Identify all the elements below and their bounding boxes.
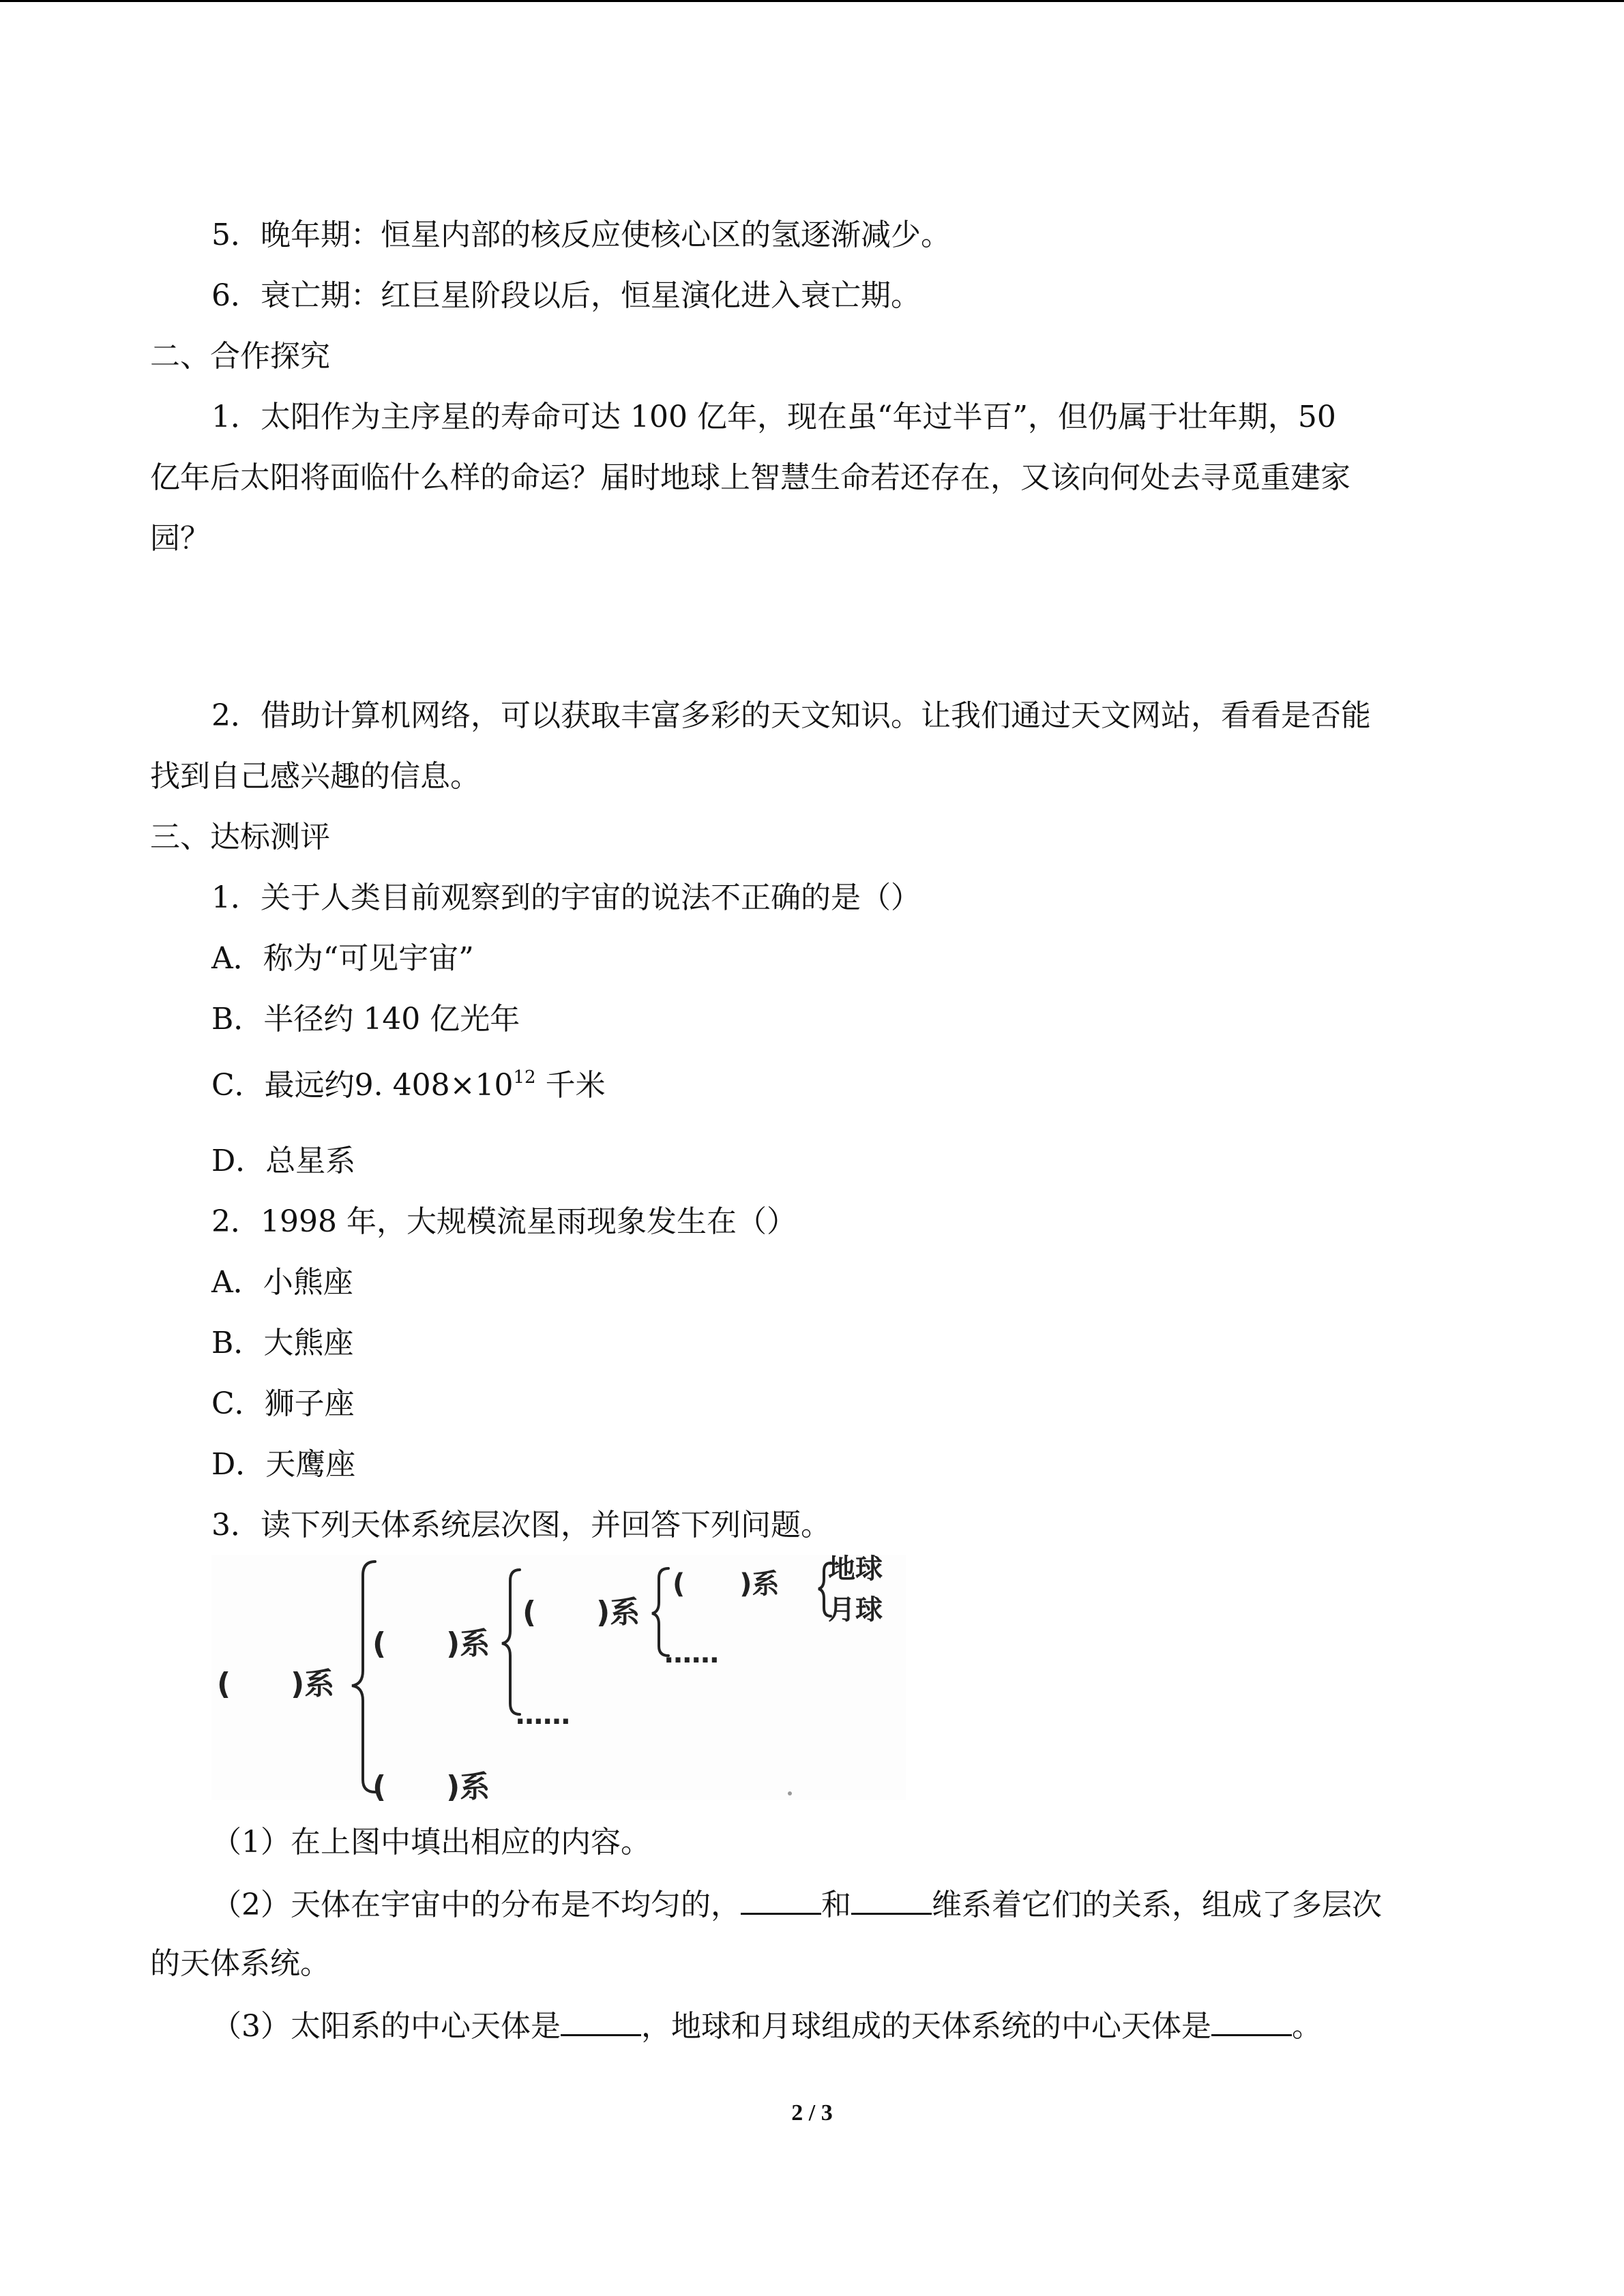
answer-blank-1[interactable]	[741, 1883, 821, 1915]
option-c-exponent: 12	[513, 1067, 536, 1088]
question-1-line-2: 亿年后太阳将面临什么样的命运？届时地球上智慧生命若还存在，又该向何处去寻觅重建家	[150, 460, 1350, 495]
answer-blank-4[interactable]	[1211, 2004, 1292, 2036]
second-level-system: ( )系	[372, 1626, 490, 1661]
sub-question-2-suffix: 维系着它们的关系，组成了多层次	[932, 1888, 1382, 1922]
answer-blank-2[interactable]	[851, 1883, 932, 1915]
section-3-heading: 三、达标测评	[150, 820, 330, 854]
ellipsis-level-3: ……	[664, 1638, 719, 1669]
sub-question-2-line-1	[211, 1883, 1382, 1926]
test-1-question: 1．关于人类目前观察到的宇宙的说法不正确的是（）	[211, 880, 921, 915]
sub-question-3	[211, 2004, 1322, 2047]
test-1-option-b: B．半径约 140 亿光年	[211, 1002, 520, 1037]
brace-level-1	[352, 1562, 375, 1792]
sub-question-3-suffix: 。	[1292, 2009, 1322, 2044]
test-2-option-c: C．狮子座	[211, 1386, 355, 1421]
sub-question-3-prefix: （3）太阳系的中心天体是	[211, 2009, 561, 2044]
celestial-system-diagram	[211, 1553, 906, 1804]
top-level-system: ( )系	[217, 1667, 335, 1701]
test-2-option-b: B．大熊座	[211, 1326, 354, 1360]
test-2-option-a: A．小熊座	[211, 1265, 353, 1300]
leaf-earth: 地球	[828, 1553, 883, 1585]
answer-blank-3[interactable]	[561, 2004, 641, 2036]
sub-question-1: （1）在上图中填出相应的内容。	[211, 1825, 651, 1860]
test-2-option-d: D．天鹰座	[211, 1447, 356, 1482]
question-2-line-1: 2．借助计算机网络，可以获取丰富多彩的天文知识。让我们通过天文网站，看看是否能	[211, 698, 1371, 733]
section-2-heading: 二、合作探究	[150, 339, 330, 374]
test-1-option-a: A．称为“可见宇宙”	[211, 941, 474, 976]
test-1-option-c	[211, 1065, 606, 1106]
fourth-level-system: ( )系	[673, 1568, 780, 1600]
brace-level-2	[502, 1570, 520, 1714]
sub-question-2-prefix: （2）天体在宇宙中的分布是不均匀的，	[211, 1888, 741, 1922]
question-2-line-2: 找到自己感兴趣的信息。	[150, 759, 480, 794]
test-2-question: 2．1998 年，大规模流星雨现象发生在（）	[211, 1204, 797, 1239]
question-1-line-1: 1．太阳作为主序星的寿命可达 100 亿年，现在虽“年过半百”，但仍属于壮年期，50	[211, 400, 1336, 434]
question-1-line-3: 园？	[150, 521, 210, 556]
leaf-moon: 月球	[828, 1594, 883, 1626]
sub-question-3-middle: ，地球和月球组成的天体系统的中心天体是	[641, 2009, 1211, 2044]
stage-5-text: 5．晚年期：恒星内部的核反应使核心区的氢逐渐减少。	[211, 218, 951, 252]
option-c-prefix: C．最远约	[211, 1068, 355, 1103]
option-c-number: 9. 408×10	[354, 1068, 514, 1103]
test-1-option-d: D．总星系	[211, 1144, 356, 1178]
bottom-level-system: ( )系	[372, 1770, 490, 1804]
sub-question-2-conjunction: 和	[821, 1888, 851, 1922]
ellipsis-level-2: ……	[516, 1699, 570, 1731]
page-number: 2 / 3	[791, 2100, 833, 2126]
test-3-question: 3．读下列天体系统层次图，并回答下列问题。	[211, 1508, 831, 1542]
option-c-unit: 千米	[535, 1068, 606, 1103]
stage-6-text: 6．衰亡期：红巨星阶段以后，恒星演化进入衰亡期。	[211, 278, 921, 313]
third-level-system: ( )系	[522, 1595, 640, 1630]
sub-question-2-line-2: 的天体系统。	[150, 1946, 330, 1981]
